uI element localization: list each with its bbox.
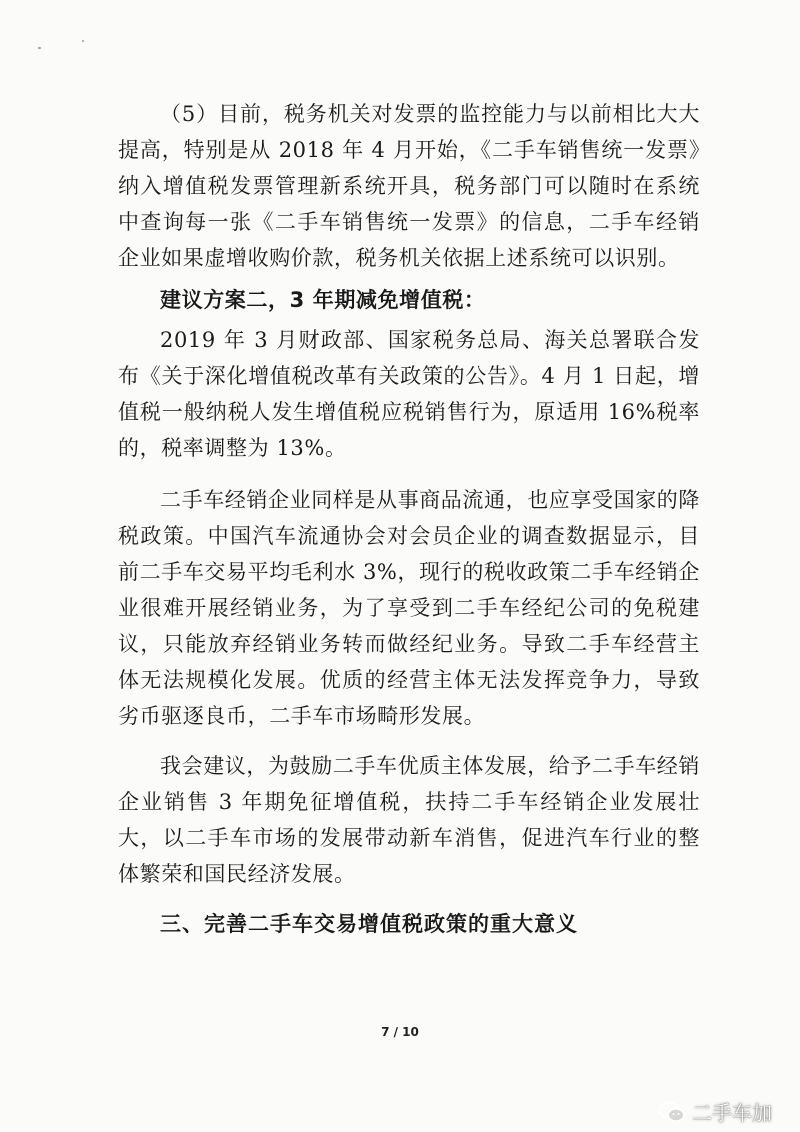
document-body (118, 96, 700, 942)
paragraph-recommendation: 我会建议，为鼓励二手车优质主体发展，给予二手车经销企业销售 3 年期免征增值税，扶持二手车经销企业发展壮大，以二手车市场的发展带动新车消售，促进汽车行业的整体繁荣和国民经济发展。 (118, 754, 700, 886)
scan-speck (82, 40, 84, 42)
wechat-icon (658, 1100, 686, 1124)
section-heading-significance: 三、完善二手车交易增值税政策的重大意义 (160, 912, 578, 936)
paragraph-dealer-tax: 二手车经销企业同样是从事商品流通，也应享受国家的降税政策。中国汽车流通协会对会员企业的调查数据显示，目前二手车交易平均毛利水 3%，现行的税收政策二手车经销企业很难开展经销业务，为了享受到二手车经纪公司的免税建议，只能放弃经销业务转而做经纪业务。导致二手车经营主体无法规模化发展。优质的经营主体无法发挥竞争力，导致劣币驱逐良币，二手车市场畸形发展。 (118, 488, 700, 728)
paragraph-invoice-monitoring: （5）目前，税务机关对发票的监控能力与以前相比大大提高，特别是从 2018 年 4 月开始，《二手车销售统一发票》纳入增值税发票管理新系统开具，税务部门可以随时在系统中查询每一张《二手车销售统一发票》的信息，二手车经销企业如果虚增收购价款，税务机关依据上述系统可以识别。 (118, 102, 700, 270)
page-number: 7 / 10 (381, 1025, 419, 1039)
scan-speck (38, 47, 41, 49)
watermark (658, 1097, 772, 1126)
heading-plan-two: 建议方案二，3 年期减免增值税： (160, 288, 486, 312)
paragraph-vat-reform: 2019 年 3 月财政部、国家税务总局、海关总署联合发布《关于深化增值税改革有关政策的公告》。4 月 1 日起，增值税一般纳税人发生增值税应税销售行为，原适用 16%税率的，税率调整为 13%。 (118, 328, 700, 460)
watermark-text: 二手车加 (692, 1101, 772, 1125)
